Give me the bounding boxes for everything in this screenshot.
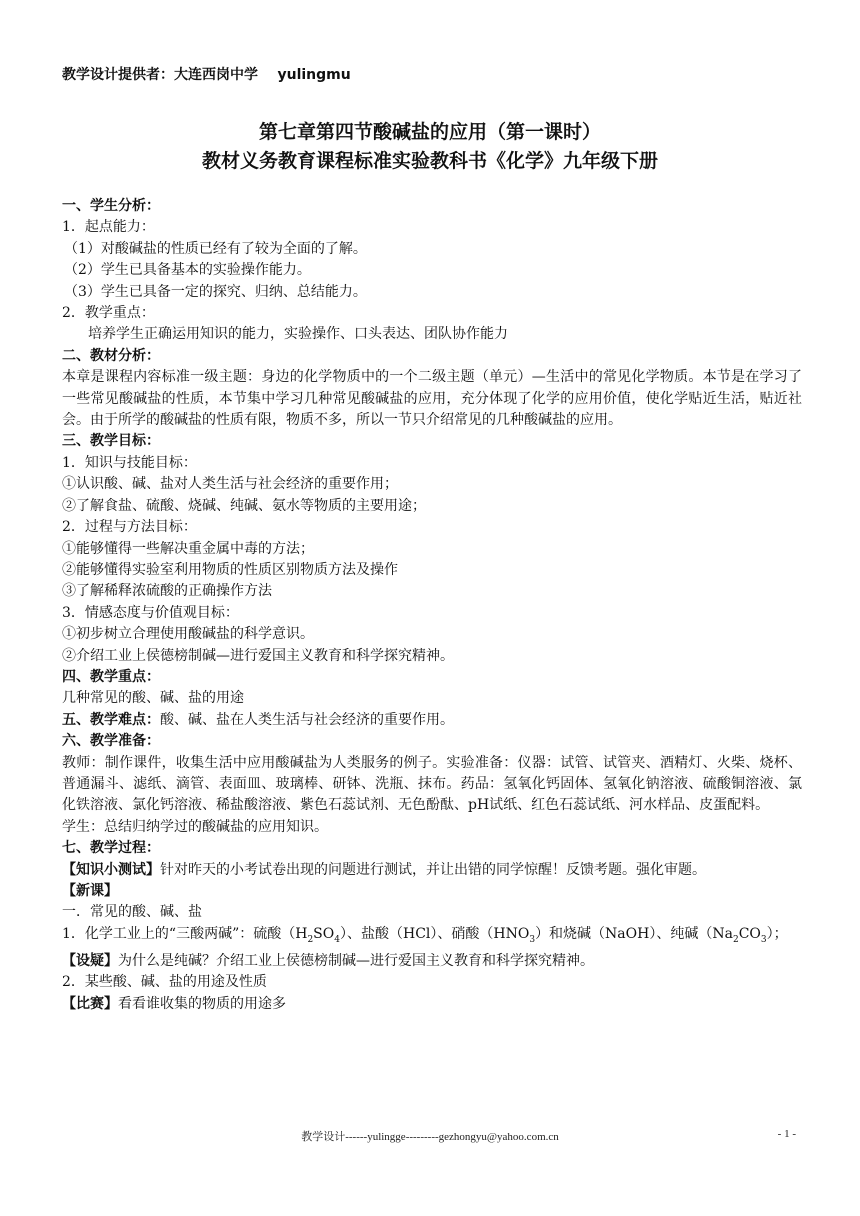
provider-line: 教学设计提供者：大连西岗中学 yulingmu: [62, 67, 351, 83]
section-line: [62, 710, 802, 731]
page-subtitle: 教材义务教育课程标准实验教科书《化学》九年级下册: [201, 150, 658, 172]
formula-line: [62, 924, 802, 951]
document-body: [62, 196, 802, 1015]
section-heading: 三、教学目标：: [62, 433, 160, 450]
paragraph-text: 为什么是纯碱？介绍工业上侯德榜制碱—进行爱国主义教育和科学探究精神。: [118, 953, 594, 970]
section-heading: 六、教学准备：: [62, 733, 160, 750]
subscript: 2: [307, 934, 314, 945]
paragraph: 教师：制作课件，收集生活中应用酸碱盐为人类服务的例子。实验准备：仪器：试管、试管夹、酒精灯、火柴、烧杯、普通漏斗、滤纸、滴管、表面皿、玻璃棒、研钵、洗瓶、抹布。药品：氢氧化钙固体、氢氧化钠溶液、硫酸铜溶液、氯化铁溶液、氯化钙溶液、稀盐酸溶液、紫色石蕊试剂、无色酚酞、pH试纸、红色石蕊试纸、河水样品、皮蛋配料。: [62, 754, 802, 814]
list-item: ②介绍工业上侯德榜制碱—进行爱国主义教育和科学探究精神。: [62, 647, 454, 664]
subscript: 3: [529, 934, 536, 945]
section-heading: 五、教学难点：: [62, 711, 160, 728]
paragraph: 1．知识与技能目标：: [62, 454, 197, 471]
tag-label: 【新课】: [62, 883, 118, 899]
page-title: 第七章第四节酸碱盐的应用（第一课时）: [258, 121, 601, 143]
tag-label: 【比赛】: [62, 995, 118, 1012]
subscript: 4: [334, 934, 340, 945]
paragraph: 3．情感态度与价值观目标：: [62, 604, 239, 621]
paragraph-text: 看看谁收集的物质的用途多: [118, 995, 286, 1012]
section-heading: 四、教学重点：: [62, 668, 160, 685]
paragraph: 学生：总结归纳学过的酸碱盐的应用知识。: [62, 818, 328, 835]
section-heading: 一、学生分析：: [62, 198, 160, 214]
text-run: SO: [313, 925, 335, 942]
paragraph: 2．过程与方法目标：: [62, 519, 197, 536]
paragraph: 酸、碱、盐在人类生活与社会经济的重要作用。: [160, 711, 454, 728]
paragraph: 2．教学重点：: [62, 305, 155, 322]
paragraph: [62, 860, 802, 881]
paragraph: 本章是课程内容标准一级主题：身边的化学物质中的一个二级主题（单元）—生活中的常见化学物质。本节是在学习了一些常见酸碱盐的性质，本节集中学习几种常见酸碱盐的应用，充分体现了化学的应用价值，使化学贴近生活，贴近社会。由于所学的酸碱盐的性质有限，物质不多，所以一节只介绍常见的几种酸碱盐的应用。: [62, 369, 802, 429]
paragraph: 1．起点能力：: [62, 219, 155, 236]
list-item: （3）学生已具备一定的探究、归纳、总结能力。: [64, 283, 367, 300]
list-item: ③了解稀释浓硫酸的正确操作方法: [62, 583, 272, 600]
list-item: ①初步树立合理使用酸碱盐的科学意识。: [62, 626, 314, 643]
page-number: - 1 -: [777, 1128, 796, 1140]
section-heading: 七、教学过程：: [62, 840, 160, 857]
subscript: 3: [760, 934, 767, 945]
list-item: ②能够懂得实验室利用物质的性质区别物质方法及操作: [62, 561, 398, 578]
list-item: ①认识酸、碱、盐对人类生活与社会经济的重要作用；: [62, 476, 398, 493]
tag-label: 【设疑】: [62, 953, 118, 970]
subscript: 2: [732, 934, 739, 945]
tag-label: 【知识小测试】: [62, 861, 160, 878]
text-run: 1．化学工业上的“三酸两碱”：硫酸（H: [62, 925, 308, 942]
list-item: 培养学生正确运用知识的能力，实验操作、口头表达、团队协作能力: [88, 326, 508, 343]
footer-text: 教学设计------yulingge---------gezhongyu@yahoo.com.cn: [301, 1131, 559, 1143]
paragraph: 几种常见的酸、碱、盐的用途: [62, 690, 244, 707]
text-run: ）；: [766, 925, 788, 942]
section-heading: 二、教材分析：: [62, 347, 160, 364]
paragraph: [62, 994, 802, 1015]
paragraph: 2．某些酸、碱、盐的用途及性质: [62, 974, 267, 991]
list-item: （2）学生已具备基本的实验操作能力。: [64, 262, 311, 279]
list-item: （1）对酸碱盐的性质已经有了较为全面的了解。: [64, 240, 367, 257]
text-run: CO: [738, 925, 761, 942]
paragraph: [62, 951, 802, 972]
paragraph: 一．常见的酸、碱、盐: [62, 904, 202, 921]
list-item: ②了解食盐、硫酸、烧碱、纯碱、氨水等物质的主要用途；: [62, 497, 426, 514]
paragraph-text: 针对昨天的小考试卷出现的问题进行测试，并让出错的同学惊醒！反馈考题。强化审题。: [160, 861, 706, 878]
text-run: ）和烧碱（NaOH）、纯碱（Na: [535, 925, 733, 942]
text-run: ）、盐酸（HCl）、硝酸（HNO: [339, 925, 530, 942]
list-item: ①能够懂得一些解决重金属中毒的方法；: [62, 540, 314, 557]
